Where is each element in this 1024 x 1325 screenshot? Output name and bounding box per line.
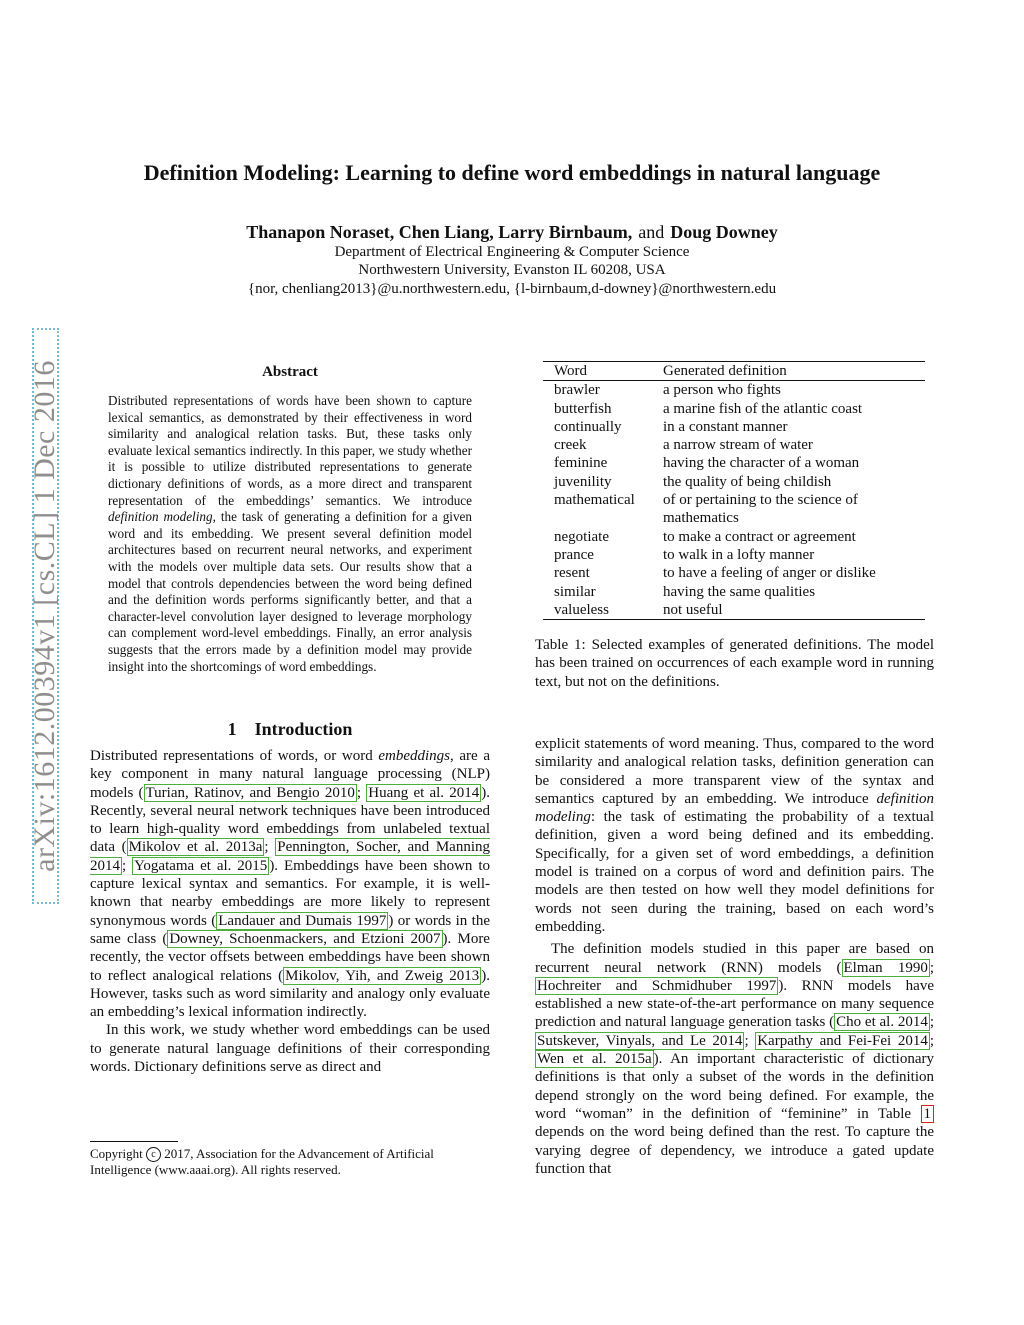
table-cell-definition: in a constant manner xyxy=(663,418,788,435)
table-row xyxy=(543,528,925,546)
separator: ; xyxy=(929,959,934,976)
abstract-part-1: Distributed representations of words have been shown to capture lexical semantics, as demonstrated by their effectiveness in word similarity and analogical relation tasks. But, these tasks only evaluate lexical semantics indirectly. In this paper, we study whether it is possible to utilize distributed representations to generate dictionary definitions of words, as a more direct and transparent representation of the embeddings’ semantics. We introduce xyxy=(108,393,472,508)
table-cell-definition: a person who fights xyxy=(663,382,781,399)
table-row xyxy=(543,381,925,400)
author-names: Thanapon Noraset, Chen Liang, Larry Birnbaum, xyxy=(246,222,633,242)
table-cell-definition: a marine fish of the atlantic coast xyxy=(663,400,863,417)
intro-right-column xyxy=(535,735,934,1178)
separator: ; xyxy=(356,784,367,801)
separator: ; xyxy=(744,1032,756,1049)
copyright-icon: c xyxy=(146,1147,161,1162)
arxiv-identifier[interactable]: arXiv:1612.00394v1 [cs.CL] 1 Dec 2016 xyxy=(28,360,61,872)
section-heading-introduction xyxy=(90,719,490,740)
affiliation-emails: {nor, chenliang2013}@u.northwestern.edu, {l-birnbaum,d-downey}@northwestern.edu xyxy=(247,281,777,297)
table-cell-definition: a narrow stream of water xyxy=(663,437,813,454)
text-run: Distributed representations of words, or word xyxy=(90,748,379,764)
table-cell-word: butterfish xyxy=(554,400,612,417)
table-cell-word: prance xyxy=(554,546,594,563)
table-cell-word: similar xyxy=(554,583,596,600)
table-cell-definition: the quality of being childish xyxy=(663,473,832,490)
separator: ; xyxy=(929,1014,935,1031)
text-run: The definition models studied in this paper are based on recurrent neural network (RNN) models ( xyxy=(535,941,934,976)
table-caption: Table 1: Selected examples of generated definitions. The model has been trained on occurrences of each example word in running text, but not on the definitions. xyxy=(535,637,934,690)
table-cell-word: negotiate xyxy=(554,528,609,545)
table-cell-word: brawler xyxy=(554,382,600,399)
separator: ; xyxy=(264,839,276,856)
abstract-term: definition modeling xyxy=(108,509,213,525)
table-cell-word: resent xyxy=(554,565,590,582)
table-cell-word: mathematical xyxy=(554,492,635,509)
table-generated-definitions xyxy=(543,361,925,620)
table-cell-definition: having the character of a woman xyxy=(663,455,860,472)
table-header-word: Word xyxy=(543,362,652,381)
text-run: explicit statements of word meaning. Thus, compared to the word similarity and analogical relation tasks, definition generation can be considered a more transparent view of the syntax and semantics captured by an embedding. We introduce xyxy=(535,736,934,807)
abstract-text xyxy=(108,393,472,675)
citation-link[interactable]: Cho et al. 2014 xyxy=(836,1014,928,1031)
table-row xyxy=(543,400,925,418)
intro-paragraph-1 xyxy=(90,747,490,1021)
author-list xyxy=(0,222,1024,243)
citation-link[interactable]: Elman 1990 xyxy=(843,959,928,976)
table-cell-word: continually xyxy=(554,418,622,435)
emphasis: definition modeling xyxy=(535,790,934,826)
footnote-rule xyxy=(90,1141,178,1142)
author-last: Doug Downey xyxy=(670,222,778,242)
citation-link[interactable]: Huang et al. 2014 xyxy=(368,784,480,801)
table-cell-word: creek xyxy=(554,437,587,454)
table-row xyxy=(543,564,925,582)
text-run: depends on the word being defined than the rest. To capture the varying degree of dependency, we introduce a gated update function that xyxy=(535,1124,934,1177)
intro-paragraph-3 xyxy=(535,735,934,936)
separator: ; xyxy=(929,1032,934,1049)
table-row xyxy=(543,583,925,601)
intro-paragraph-2: In this work, we study whether word embeddings can be used to generate natural language definitions of their corresponding words. Dictionary definitions serve as direct and xyxy=(90,1022,490,1076)
copyright-footnote xyxy=(90,1146,490,1178)
citation-link[interactable]: Landauer and Dumais 1997 xyxy=(218,912,387,929)
section-number: 1 xyxy=(227,719,237,739)
table-cell-word: juvenility xyxy=(554,473,612,490)
table-row xyxy=(543,473,925,491)
text-run: 2017, Association for the Advancement of Artificial Intelligence (www.aaai.org). All rights reserved. xyxy=(90,1146,434,1177)
text-run: ) or words in the same class ( xyxy=(90,912,490,947)
text-run: Copyright xyxy=(90,1146,146,1161)
text-run: ). RNN models have established a new state-of-the-art performance on many sequence prediction and natural language generation tasks ( xyxy=(535,977,934,1031)
text-run: , are a key component in many natural language processing (NLP) models ( xyxy=(90,748,491,801)
separator: ; xyxy=(122,857,133,874)
table-cell-definition: to have a feeling of anger or dislike xyxy=(663,565,876,582)
abstract-heading: Abstract xyxy=(262,364,318,380)
text-run: ). More recently, the vector offsets between embeddings have been shown to reflect analogical relations ( xyxy=(90,930,490,984)
table-reference-link[interactable]: 1 xyxy=(921,1105,935,1123)
table-cell-word: feminine xyxy=(554,455,608,472)
table-cell-definition: having the same qualities xyxy=(663,583,816,600)
text-run: : the task of estimating the probability of a textual definition, given a word being defined and its embedding. Specifically, for a given set of word embeddings, a definition model is trained on a corpus of word and definition pairs. The models are then tested on how well they model definitions for words not seen during the training, based on each word’s embedding. xyxy=(535,809,934,935)
text-run: ). Embeddings have been shown to capture lexical syntax and semantics. For example, it is well-known that nearby embeddings are more likely to represent synonymous words ( xyxy=(90,857,490,929)
affiliation-department: Department of Electrical Engineering & Computer Science xyxy=(334,244,690,260)
table-row xyxy=(543,546,925,564)
table-row xyxy=(543,436,925,454)
section-title: Introduction xyxy=(254,719,353,739)
table-cell-word: valueless xyxy=(543,601,652,620)
text-run: ). An important characteristic of dictionary definitions is that only a subset of the words in the definition depend strongly on the word being defined. For example, the word “woman” in the definition of “feminine” in Table xyxy=(535,1051,934,1122)
affiliation-university: Northwestern University, Evanston IL 60208, USA xyxy=(358,262,666,278)
intro-left-column xyxy=(90,747,490,1076)
citation-link[interactable]: Turian, Ratinov, and Bengio 2010 xyxy=(145,784,355,801)
table-row xyxy=(543,491,925,528)
emphasis: embeddings xyxy=(378,748,451,764)
abstract-part-2: , the task of generating a definition for a given word and its embedding. We present several definition model architectures based on recurrent neural networks, and experiment with the models over multiple data sets. Our results show that a model that controls dependencies between the word being defined and the definition words performs significantly better, and that a character-level convolution layer designed to leverage morphology can complement word-level embeddings. Finally, an error analysis suggests that the errors made by a definition model may provide insight into the shortcomings of word embeddings. xyxy=(108,509,472,674)
table-cell-definition: to walk in a lofty manner xyxy=(663,546,815,563)
author-conjunction: and xyxy=(638,222,665,242)
citation-link[interactable]: Pennington, Socher, and Manning 2014 xyxy=(90,839,490,874)
citation-link[interactable]: Mikolov, Yih, and Zweig 2013 xyxy=(285,967,480,984)
table-cell-definition: of or pertaining to the science of mathematics xyxy=(663,492,858,527)
paper-title: Definition Modeling: Learning to define word embeddings in natural language xyxy=(143,160,881,185)
table-row xyxy=(543,418,925,436)
citation-link[interactable]: Karpathy and Fei-Fei 2014 xyxy=(757,1032,928,1049)
citation-link[interactable]: Mikolov et al. 2013a xyxy=(128,839,263,856)
citation-link[interactable]: Yogatama et al. 2015 xyxy=(134,857,268,874)
table-header-row xyxy=(543,362,925,381)
citation-link[interactable]: Wen et al. 2015a xyxy=(537,1051,652,1068)
intro-paragraph-4 xyxy=(535,940,934,1178)
text-run: ). Recently, several neural network techniques have been introduced to learn high-quality word embeddings from unlabeled textual data ( xyxy=(90,784,491,856)
citation-link[interactable]: Sutskever, Vinyals, and Le 2014 xyxy=(537,1032,743,1049)
citation-link[interactable]: Downey, Schoenmackers, and Etzioni 2007 xyxy=(169,930,441,947)
text-run: ). However, tasks such as word similarity and analogy only evaluate an embedding’s lexical information indirectly. xyxy=(90,967,491,1021)
table-header-definition: Generated definition xyxy=(652,362,925,381)
table-cell-definition: to make a contract or agreement xyxy=(663,528,856,545)
table-cell-definition: not useful xyxy=(652,601,925,620)
citation-link[interactable]: Hochreiter and Schmidhuber 1997 xyxy=(537,977,777,994)
table-row xyxy=(543,601,925,620)
table-row xyxy=(543,454,925,472)
